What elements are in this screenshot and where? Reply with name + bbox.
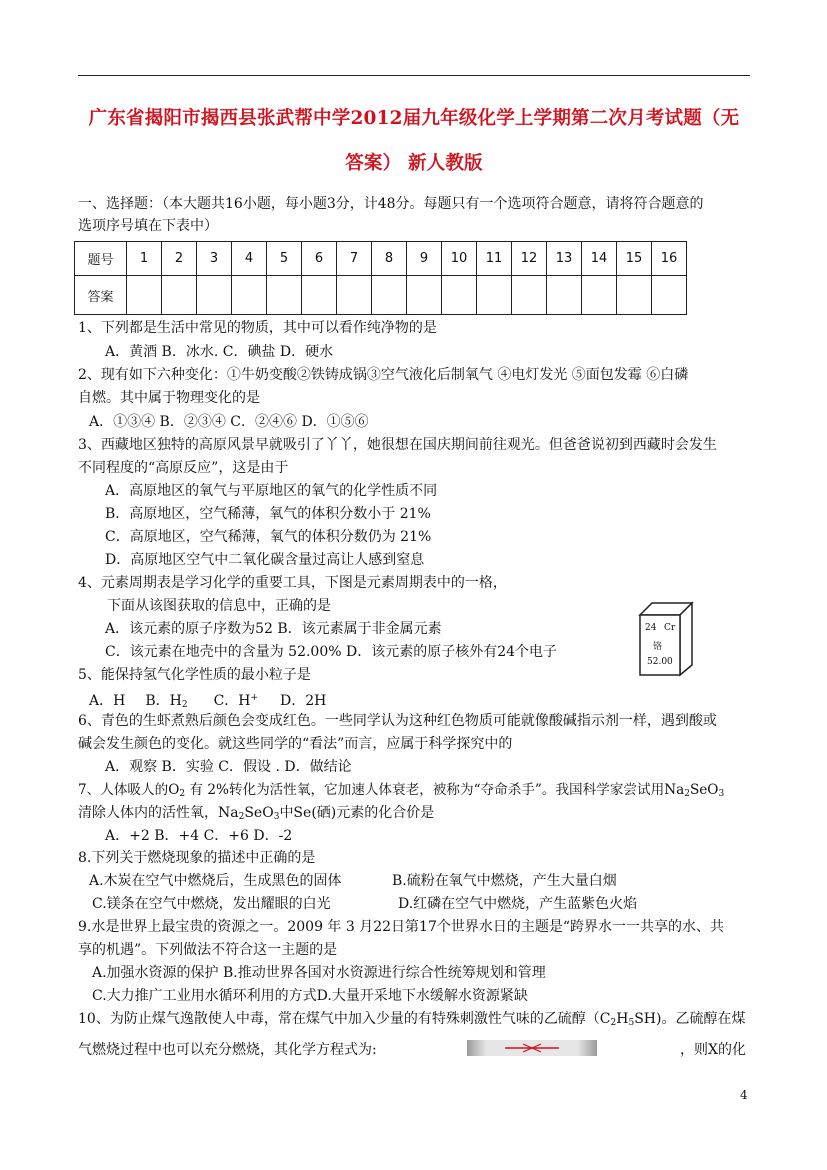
- page-number: 4: [740, 1088, 748, 1102]
- question-9-options-ab: A.加强水资源的保护 B.推动世界各国对水资源进行综合性统筹规划和管理: [92, 965, 546, 981]
- question-9-options-cd: C.大力推广工业用水循环利用的方式D.大量开采地下水缓解水资源紧缺: [92, 988, 528, 1004]
- question-5-option-c: C．H: [213, 693, 251, 709]
- question-5-option-d: D．2H: [280, 693, 327, 709]
- question-9-stem-line1: 9.水是世界上最宝贵的资源之一。2009 年 3 月22日第17个世界水日的主题是“跨界水一一共享的水、共: [78, 919, 725, 935]
- answer-cell[interactable]: [652, 276, 687, 315]
- answer-cell[interactable]: [407, 276, 442, 315]
- question-3-stem-line1: 3、西藏地区独特的高原风景早就吸引了丫丫，她很想在国庆期间前往观光。但爸爸说初到西藏时会发生: [78, 437, 717, 453]
- question-2-stem-line1: 2、现有如下六种变化：①牛奶变酸②铁铸成锅③空气液化后制氧气 ④电灯发光 ⑤面包发霉 ⑥白磷: [78, 367, 689, 383]
- header-rule: [78, 75, 750, 76]
- equation-image: [467, 1040, 597, 1056]
- table-number-cell: 16: [652, 242, 687, 276]
- question-8-option-a: A.木炭在空气中燃烧后，生成黑色的固体: [89, 873, 342, 889]
- table-number-cell: 1: [127, 242, 162, 276]
- question-2-stem-line2: 自燃。其中属于物理变化的是: [78, 390, 260, 406]
- section-intro-line1: 一、选择题：（本大题共16小题，每小题3分，计48分。每题只有一个选项符合题意，请将符合题意的: [78, 196, 704, 212]
- question-7-text: 7、人体吸人的O: [78, 782, 180, 798]
- question-10-stem-line2-left: 气燃烧过程中也可以充分燃烧，其化学方程式为:: [78, 1042, 377, 1058]
- section-intro-line2: 选项序号填在下表中）: [78, 218, 218, 234]
- table-number-cell: 4: [232, 242, 267, 276]
- question-1-options: A．黄酒 B．冰水. C．碘盐 D．硬水: [105, 344, 334, 360]
- question-4-stem-line1: 4、元素周期表是学习化学的重要工具，下图是元素周期表中的一格，: [78, 575, 507, 591]
- element-symbol: Cr: [664, 623, 676, 633]
- question-8-option-b: B.硫粉在氧气中燃烧，产生大量白烟: [392, 873, 617, 889]
- answer-cell[interactable]: [302, 276, 337, 315]
- table-number-cell: 7: [337, 242, 372, 276]
- element-cell-figure: [638, 601, 694, 677]
- table-number-cell: 12: [512, 242, 547, 276]
- question-4-stem-line2: 下面从该图获取的信息中，正确的是: [107, 598, 331, 614]
- superscript: +: [250, 693, 259, 703]
- table-number-cell: 13: [547, 242, 582, 276]
- answer-cell[interactable]: [617, 276, 652, 315]
- question-3-stem-line2: 不同程度的“高原反应”，这是由于: [78, 460, 289, 476]
- question-8-stem: 8.下列关于燃烧现象的描述中正确的是: [78, 850, 316, 866]
- table-number-cell: 11: [477, 242, 512, 276]
- table-number-cell: 5: [267, 242, 302, 276]
- answer-cell[interactable]: [547, 276, 582, 315]
- question-8-option-c: C.镁条在空气中燃烧，发出耀眼的白光: [92, 896, 331, 912]
- answer-cell[interactable]: [197, 276, 232, 315]
- table-number-cell: 8: [372, 242, 407, 276]
- question-10-stem-line1: [78, 1009, 745, 1033]
- question-6-stem-line2: 碱会发生颜色的变化。就这些同学的“看法”而言，应属于科学探究中的: [78, 736, 513, 752]
- page-title-line2: 答案） 新人教版: [345, 153, 483, 174]
- question-3-option-d: D．高原地区空气中二氧化碳含量过高让人感到窒息: [105, 552, 425, 568]
- equation-arrow-graphic: [467, 1040, 597, 1056]
- table-number-cell: 3: [197, 242, 232, 276]
- subscript: 2: [238, 812, 245, 822]
- subscript: 3: [273, 812, 280, 822]
- question-3-option-a: A．高原地区的氧气与平原地区的氧气的化学性质不同: [105, 483, 438, 499]
- question-10-text: 10、为防止煤气逸散使人中毒，常在煤气中加入少量的有特殊刺激性气味的乙硫醇（C: [78, 1011, 611, 1027]
- answer-cell[interactable]: [337, 276, 372, 315]
- subscript: 2: [610, 1018, 617, 1028]
- question-4-options-cd: C．该元素在地壳中的含量为 52.00% D．该元素的原子核外有24个电子: [105, 644, 558, 660]
- table-number-cell: 14: [582, 242, 617, 276]
- question-9-stem-line2: 享的机遇”。下列做法不符合这一主题的是: [78, 942, 338, 958]
- question-8-option-d: D.红磷在空气中燃烧，产生蓝紫色火焰: [398, 896, 638, 912]
- element-cell-side-face: [680, 603, 692, 675]
- table-number-cell: 9: [407, 242, 442, 276]
- question-1-stem: 1、下列都是生活中常见的物质，其中可以看作纯净物的是: [78, 320, 437, 336]
- element-name: 铬: [653, 642, 663, 652]
- answer-cell[interactable]: [582, 276, 617, 315]
- answer-cell[interactable]: [372, 276, 407, 315]
- table-header-answer: 答案: [75, 276, 127, 315]
- subscript: 2: [179, 789, 186, 799]
- question-7-text: SeO: [244, 805, 274, 821]
- element-atomic-number: 24: [645, 623, 657, 633]
- table-header-number: 题号: [75, 242, 127, 276]
- question-10-text: H: [616, 1011, 629, 1027]
- answer-table: [74, 241, 687, 315]
- question-5-option-b: B．H: [145, 693, 182, 709]
- question-7-text: 清除人体内的活性氧，Na: [78, 805, 239, 821]
- page-title-line1: 广东省揭阳市揭西县张武帮中学2012届九年级化学上学期第二次月考试题（无: [88, 108, 740, 129]
- table-number-cell: 10: [442, 242, 477, 276]
- question-7-text: 有 2%转化为活性氧，它加速人体衰老，被称为“夺命杀手”。我国科学家尝试用Na: [185, 782, 685, 798]
- question-6-options: A．观察 B．实验 C．假设 . D．做结论: [105, 759, 352, 775]
- table-number-cell: 6: [302, 242, 337, 276]
- table-number-cell: 2: [162, 242, 197, 276]
- answer-cell[interactable]: [512, 276, 547, 315]
- question-10-text: SH)。乙硫醇在煤: [634, 1011, 746, 1027]
- subscript: 3: [718, 789, 725, 799]
- question-7-stem-line2: [78, 803, 434, 827]
- question-2-options: A．①③④ B．②③④ C．②④⑥ D．①⑤⑥: [89, 414, 369, 430]
- question-7-text: 中Se(硒)元素的化合价是: [279, 805, 435, 821]
- question-7-text: SeO: [689, 782, 719, 798]
- question-5-stem: 5、能保持氢气化学性质的最小粒子是: [78, 667, 311, 683]
- answer-cell[interactable]: [442, 276, 477, 315]
- answer-cell[interactable]: [232, 276, 267, 315]
- question-3-option-b: B．高原地区，空气稀薄，氧气的体积分数小于 21%: [105, 506, 431, 522]
- question-7-stem-line1: [78, 780, 724, 804]
- question-6-stem-line1: 6、青色的生虾煮熟后颜色会变成红色。一些同学认为这种红色物质可能就像酸碱指示剂一样，遇到酸或: [78, 713, 717, 729]
- question-7-options: A．+2 B．+4 C．+6 D．-2: [105, 828, 293, 844]
- subscript: 2: [684, 789, 690, 799]
- question-5-option-a: A．H: [89, 693, 126, 709]
- question-10-stem-line2-right: ，则X的化: [680, 1042, 746, 1058]
- subscript: 5: [628, 1018, 635, 1028]
- answer-cell[interactable]: [477, 276, 512, 315]
- answer-cell[interactable]: [162, 276, 197, 315]
- table-number-cell: 15: [617, 242, 652, 276]
- answer-table-answer-row: [75, 276, 687, 315]
- answer-table-number-row: [75, 242, 687, 276]
- element-atomic-mass: 52.00: [647, 657, 673, 667]
- answer-cell[interactable]: [127, 276, 162, 315]
- question-4-options-ab: A．该元素的原子序数为52 B．该元素属于非金属元素: [105, 621, 442, 637]
- subscript: 2: [181, 700, 188, 710]
- answer-cell[interactable]: [267, 276, 302, 315]
- question-3-option-c: C．高原地区，空气稀薄，氧气的体积分数仍为 21%: [105, 529, 432, 545]
